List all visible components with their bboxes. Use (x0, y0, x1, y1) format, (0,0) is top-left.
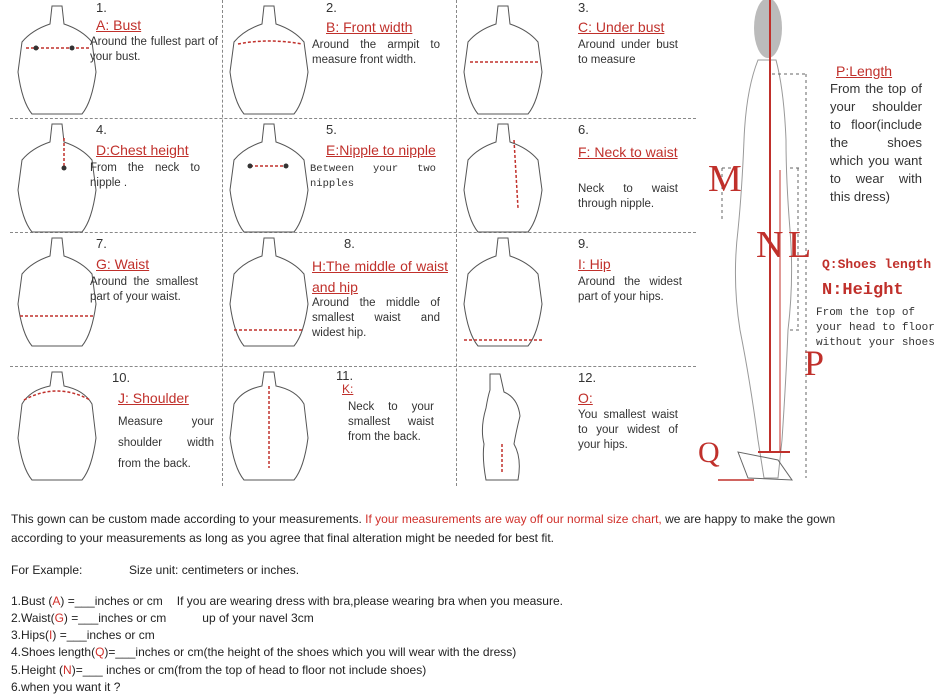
cell-chest-height (10, 118, 238, 236)
cell-description: Around under bust to measure (578, 39, 678, 66)
mannequin-chest-height-icon (12, 120, 102, 234)
mannequin-bust-icon (12, 2, 102, 116)
mannequin-under-bust-icon (458, 2, 548, 116)
cell-description: Neck to waist through nipple. (578, 183, 678, 210)
cell-waist (10, 232, 238, 350)
cell-title: E:Nipple to nipple (326, 142, 436, 158)
cell-number: 4. (96, 122, 107, 137)
cell-description: Measure your shoulder width from the back. (118, 416, 214, 470)
cell-title: A: Bust (96, 17, 142, 33)
letter-p: P (804, 343, 825, 383)
cell-under-bust (456, 0, 684, 118)
mannequin-waist-icon (12, 234, 102, 348)
cell-middle-waist-hip (222, 232, 450, 350)
cell-number: 6. (578, 122, 589, 137)
cell-number: 8. (344, 236, 355, 251)
cell-description: You smallest waist to your widest of your hips. (578, 409, 678, 451)
cell-number: 5. (326, 122, 337, 137)
cell-nipple-to-nipple (222, 118, 450, 236)
full-body-figure (698, 0, 940, 490)
measure-line-shoes: 4.Shoes length(Q)=___inches or cm(the height of the shoes which you will wear with the dress) (11, 645, 517, 659)
mannequin-neck-waist-icon (458, 120, 548, 234)
measurement-chart (10, 0, 696, 486)
cell-shoulder (10, 366, 238, 484)
cell-description: Around the fullest part of your bust. (90, 36, 218, 63)
cell-title: B: Front width (326, 19, 413, 35)
p-length-description: From the top of your shoulder to floor(include the shoes which you want to wear with this dress) (830, 81, 922, 204)
letter-m: M (708, 158, 742, 200)
cell-description: Around the armpit to measure front width. (312, 39, 440, 66)
cell-number: 2. (326, 0, 337, 15)
cell-description: Between your two nipples (310, 163, 436, 190)
cell-description: Around the widest part of your hips. (578, 276, 682, 303)
n-height-description: From the top of your head to floor without your shoes (816, 307, 935, 349)
cell-number: 1. (96, 0, 107, 15)
cell-bust (10, 0, 238, 118)
cell-description: Around the smallest part of your waist. (90, 276, 198, 303)
intro-line-1: This gown can be custom made according to your measurements. If your measurements are way off our normal size chart, we are happy to make the gown (11, 512, 836, 526)
mannequin-side-icon (458, 368, 548, 482)
cell-number: 12. (578, 370, 597, 385)
measure-line-when: 6.when you want it ? (11, 680, 121, 694)
measure-line-height: 5.Height (N)=___ inches or cm(from the top of head to floor not include shoes) (11, 663, 427, 677)
cell-description: From the neck to nipple . (90, 162, 200, 189)
mannequin-shoulder-icon (12, 368, 102, 482)
cell-title: C: Under bust (578, 19, 665, 35)
cell-title: D:Chest height (96, 142, 189, 158)
mannequin-hip-icon (458, 234, 548, 348)
n-height-title: N:Height (822, 281, 904, 300)
cell-number: 7. (96, 236, 107, 251)
cell-description: Around the middle of smallest waist and widest hip. (312, 297, 440, 339)
cell-title: I: Hip (578, 256, 611, 272)
p-length-title: P:Length (836, 63, 893, 79)
cell-front-width (222, 0, 450, 118)
intro-line-2: according to your measurements as long as you agree that final alteration might be needed for best fit. (11, 531, 554, 545)
cell-description: Neck to your smallest waist from the back. (348, 401, 434, 443)
mannequin-nipple-icon (224, 120, 314, 234)
cell-title: J: Shoulder (118, 390, 189, 406)
cell-number: 11. (336, 368, 354, 383)
cell-back-neck-waist (222, 366, 450, 484)
cell-title: F: Neck to waist (578, 144, 678, 160)
mannequin-front-width-icon (224, 2, 314, 116)
cell-hip (456, 232, 684, 350)
example-label: For Example: (11, 563, 83, 577)
mannequin-middle-icon (224, 234, 314, 348)
cell-title: K: (342, 382, 354, 396)
cell-title: G: Waist (96, 256, 150, 272)
measure-line-waist: 2.Waist(G) =___inches or cm up of your navel 3cm (11, 611, 314, 625)
cell-neck-to-waist (456, 118, 684, 236)
cell-waist-to-hip (456, 366, 684, 484)
size-unit: Size unit: centimeters or inches. (129, 563, 300, 577)
cell-number: 3. (578, 0, 589, 15)
letter-l: L (788, 224, 812, 266)
cell-number: 10. (112, 370, 131, 385)
silhouette-icon (698, 0, 940, 490)
measure-line-bust: 1.Bust (A) =___inches or cm If you are wearing dress with bra,please wearing bra when you measure. (11, 594, 563, 608)
mannequin-back-icon (224, 368, 314, 482)
letter-n: N (756, 224, 784, 266)
q-shoes-title: Q:Shoes length (822, 257, 932, 272)
cell-title: O: (578, 390, 593, 406)
cell-title: H:The middle of waist and hip (312, 258, 448, 295)
cell-number: 9. (578, 236, 589, 251)
measure-line-hips: 3.Hips(I) =___inches or cm (11, 628, 155, 642)
letter-q: Q (698, 436, 720, 469)
